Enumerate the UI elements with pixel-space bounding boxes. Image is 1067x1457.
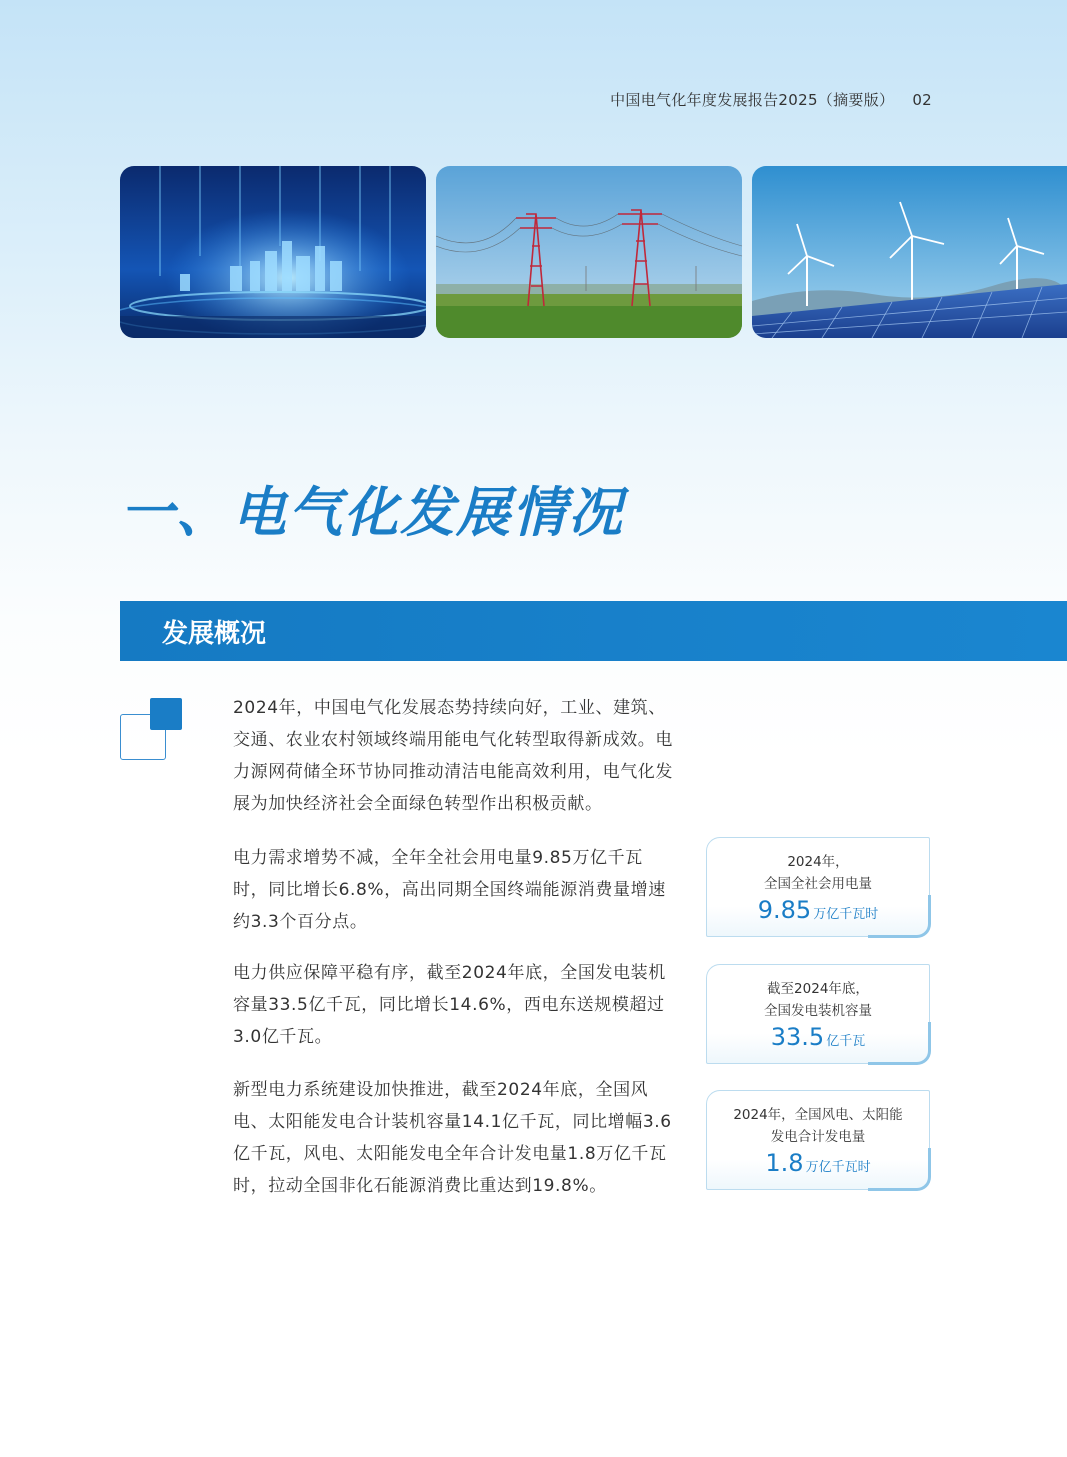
stat-unit: 万亿千瓦时 xyxy=(805,1160,871,1175)
stat-card-installed-capacity xyxy=(706,964,930,1064)
smart-city-photo xyxy=(120,166,426,338)
stat-label xyxy=(707,851,929,895)
report-header xyxy=(560,89,932,110)
paragraph-supply: 电力供应保障平稳有序，截至2024年底，全国发电装机容量33.5亿千瓦，同比增长14.6%，西电东送规模超过3.0亿千瓦。 xyxy=(233,963,666,1047)
paragraph-demand: 电力需求增势不减，全年全社会用电量9.85万亿千瓦时，同比增长6.8%，高出同期全国终端能源消费量增速约3.3个百分点。 xyxy=(233,848,666,932)
decorative-squares-icon xyxy=(120,698,184,762)
filled-square-icon xyxy=(150,698,182,730)
chapter-title: 一、电气化发展情况 xyxy=(120,481,624,544)
stat-number: 33.5 xyxy=(770,1023,825,1051)
stat-number: 9.85 xyxy=(757,896,812,924)
stat-card-wind-solar-generation xyxy=(706,1090,930,1190)
paragraph-new-power-system: 新型电力系统建设加快推进，截至2024年底，全国风电、太阳能发电合计装机容量14.1亿千瓦，同比增幅3.6亿千瓦，风电、太阳能发电全年合计发电量1.8万亿千瓦时，拉动全国非化石能源消费比重达到19.8%。 xyxy=(233,1080,672,1196)
stat-label-line2: 发电合计发电量 xyxy=(770,1129,866,1145)
stat-unit: 万亿千瓦时 xyxy=(813,907,879,922)
stat-label xyxy=(707,1104,929,1148)
stat-unit: 亿千瓦 xyxy=(826,1034,866,1049)
section-header-bar xyxy=(120,601,1067,661)
report-title: 中国电气化年度发展报告2025（摘要版） xyxy=(610,91,895,109)
transmission-tower-photo xyxy=(436,166,742,338)
stat-card-electricity-consumption xyxy=(706,837,930,937)
stat-label-line2: 全国发电装机容量 xyxy=(764,1003,872,1019)
stat-value xyxy=(707,1148,929,1183)
stat-number: 1.8 xyxy=(765,1149,804,1177)
page-number: 02 xyxy=(912,91,932,109)
stat-value xyxy=(707,895,929,930)
paragraph-overview: 2024年，中国电气化发展态势持续向好，工业、建筑、交通、农业农村领域终端用能电气化转型取得新成效。电力源网荷储全环节协同推动清洁电能高效利用，电气化发展为加快经济社会全面绿色转型作出积极贡献。 xyxy=(233,698,673,814)
stat-label-line2: 全国全社会用电量 xyxy=(764,876,872,892)
stat-label-line1: 截至2024年底， xyxy=(767,981,869,997)
section-title: 发展概况 xyxy=(162,619,267,649)
wind-solar-photo xyxy=(752,166,1067,338)
stat-value xyxy=(707,1022,929,1057)
stat-label-line1: 2024年，全国风电、太阳能 xyxy=(733,1107,903,1123)
stat-label xyxy=(707,978,929,1022)
stat-label-line1: 2024年， xyxy=(787,854,849,870)
